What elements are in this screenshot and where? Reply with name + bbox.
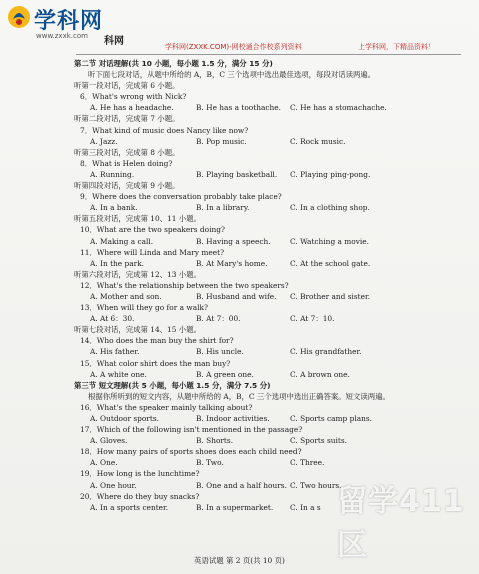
option-a: A. His father. [90, 347, 140, 357]
option-c: C. At the school gate. [290, 258, 371, 268]
listening-direction: 听第四段对话，完成第 9 小题。 [74, 181, 180, 191]
section-title: 第二节 对话理解(共 10 小题，每小题 1.5 分，满分 15 分) [74, 59, 273, 68]
answer-options [74, 291, 466, 302]
listening-direction: 听第六段对话，完成第 12、13 小题。 [74, 269, 201, 279]
option-a: A. He has a headache. [90, 103, 174, 113]
option-c: C. Sports camp plans. [290, 414, 373, 423]
answer-options [74, 258, 466, 269]
exam-content [74, 58, 466, 513]
option-a: A. Making a call. [90, 236, 154, 246]
question-text: 13．When will they go for a walk? [80, 303, 208, 313]
option-b: B. In a library. [196, 203, 250, 213]
option-b: B. At Mary's home. [196, 258, 268, 268]
secondary-logo: 科网 [104, 36, 124, 47]
listening-direction: 听第三段对话，完成第 8 小题。 [74, 147, 180, 157]
option-c: C. Brother and sister. [290, 291, 371, 301]
question-text: 20．Where do they buy snacks? [80, 491, 200, 501]
option-c: C. In a s [290, 502, 321, 512]
header-slogan: 上学科网，下精品资料！ [358, 43, 435, 51]
question-text: 7．What kind of music does Nancy like now? [80, 125, 249, 135]
logo-url: www.zxxk.com [36, 32, 88, 40]
answer-options [74, 313, 466, 324]
answer-options [74, 236, 466, 247]
option-b: B. Husband and wife. [196, 291, 277, 301]
option-b: B. Two. [196, 458, 224, 468]
logo-emblem-icon [6, 4, 32, 30]
answer-options [74, 169, 466, 180]
question-text: 18．How many pairs of sports shoes does each child need? [80, 447, 302, 457]
section2-items [74, 80, 466, 380]
answer-options [74, 457, 466, 468]
question-text: 16．What's the speaker mainly talking about? [80, 402, 253, 412]
option-c: C. A brown one. [290, 369, 350, 379]
question-text: 8．What is Helen doing? [80, 158, 173, 168]
option-a: A. In a sports center. [90, 502, 169, 512]
option-a: A. Gloves. [90, 436, 128, 446]
answer-options [74, 413, 466, 424]
option-a: A. At 6：30. [90, 314, 135, 324]
option-a: A. Mother and son. [90, 291, 162, 301]
option-c: C. Sports suits. [290, 436, 348, 446]
page-header [0, 0, 479, 58]
option-c: C. Rock music. [290, 136, 346, 146]
option-b: B. His uncle. [196, 347, 244, 357]
option-b: B. At 7：00. [196, 314, 241, 324]
listening-direction: 听第七段对话，完成第 14、15 小题。 [74, 325, 201, 335]
option-c: C. In a clothing shop. [290, 203, 370, 213]
option-a: A. Jazz. [90, 136, 118, 146]
answer-options [74, 136, 466, 147]
option-c: C. His grandfather. [290, 347, 362, 357]
option-c: C. Playing ping-pong. [290, 169, 371, 179]
listening-direction: 听第一段对话，完成第 6 小题。 [74, 81, 180, 91]
option-a: A. In the park. [90, 258, 145, 268]
option-b: B. Shorts. [196, 436, 234, 446]
option-a: A. Outdoor sports. [90, 414, 159, 423]
question-text: 14．Who does the man buy the shirt for? [80, 336, 234, 346]
option-a: A. One. [90, 458, 118, 468]
answer-options [74, 435, 466, 446]
question-text: 17．Which of the following isn't mentioned in the passage? [80, 425, 303, 435]
option-c: C. Three. [290, 458, 325, 468]
page-footer: 英语试题 第 2 页(共 10 页) [194, 556, 285, 565]
question-text: 6．What's wrong with Nick? [80, 92, 187, 102]
section-instructions: 根据你所听到的短文内容，从题中所给的 A，B，C 三个选项中选出正确答案。短文读两遍。 [88, 391, 390, 401]
answer-options [74, 346, 466, 357]
option-b: B. One and a half hours. [196, 480, 287, 490]
question-text: 11．Where will Linda and Mary meet? [80, 247, 225, 257]
option-c: C. Two hours. [290, 480, 342, 490]
question-text: 19．How long is the lunchtime? [80, 469, 200, 479]
listening-direction: 听第二段对话，完成第 7 小题。 [74, 114, 180, 124]
option-b: B. Indoor activities. [196, 414, 270, 423]
question-text: 15．What color shirt does the man buy? [80, 358, 231, 368]
listening-direction: 听第五段对话，完成第 10、11 小题。 [74, 214, 201, 224]
watermark-text: 留学411区 [337, 484, 465, 563]
watermark [337, 484, 475, 570]
logo-text: 学科网 [34, 9, 104, 34]
option-b: B. In a supermarket. [196, 502, 274, 512]
option-b: B. A green one. [196, 369, 254, 379]
option-a: A. In a bank. [90, 203, 138, 213]
option-b: B. He has a toothache. [196, 103, 281, 113]
answer-options [74, 369, 466, 380]
option-b: B. Pop music. [196, 136, 247, 146]
option-b: B. Playing basketball. [196, 169, 278, 179]
question-text: 9．Where does the conversation probably take place? [80, 192, 282, 202]
header-banner-text: 学科网(ZXXK.COM)-网校通合作校系列资料 [165, 43, 302, 51]
header-divider [76, 54, 461, 55]
option-a: A. A white one. [90, 369, 147, 379]
option-a: A. One hour. [90, 480, 137, 490]
option-a: A. Running. [90, 169, 135, 179]
option-c: C. At 7：10. [290, 314, 335, 324]
option-b: B. Having a speech. [196, 236, 271, 246]
option-c: C. He has a stomachache. [290, 103, 387, 113]
option-c: C. Watching a movie. [290, 236, 369, 246]
section-instructions: 听下面七段对话，从题中所给的 A，B，C 三个选项中选出最佳选项，每段对话读两遍。 [88, 70, 376, 80]
question-text: 10．What are the two speakers doing? [80, 225, 225, 235]
section-title: 第三节 短文理解(共 5 小题，每小题 1.5 分，满分 7.5 分) [74, 380, 271, 390]
question-text: 12．What's the relationship between the two speakers? [80, 280, 289, 290]
answer-options [74, 202, 466, 213]
answer-options [74, 102, 466, 113]
